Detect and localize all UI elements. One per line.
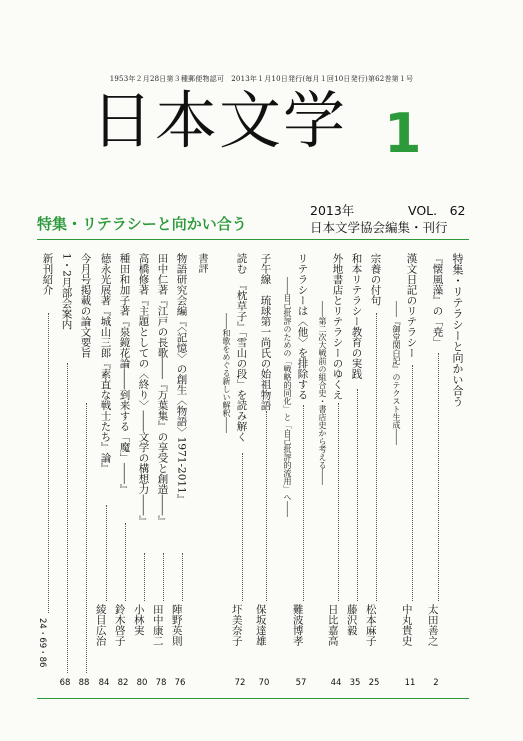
leader-dots bbox=[376, 313, 377, 601]
toc-title: 漢文日記のリテラシー bbox=[405, 253, 418, 358]
toc-heading: 特集・リテラシーと向かい合う bbox=[451, 253, 464, 407]
toc-title: 1・2月部会案内 bbox=[60, 253, 73, 330]
leader-dots bbox=[67, 363, 68, 673]
toc-title: 宗養の付句 bbox=[369, 253, 382, 306]
toc-page: 72 bbox=[234, 678, 246, 688]
toc-title: 新刊紹介 bbox=[41, 253, 54, 295]
toc-page: 70 bbox=[258, 678, 270, 688]
toc-author: 小林実 bbox=[132, 604, 145, 636]
toc-page: 78 bbox=[155, 678, 167, 688]
leader-dots bbox=[182, 553, 183, 601]
leader-dots bbox=[303, 405, 304, 601]
publisher: 日本文学協会編集・刊行 bbox=[310, 220, 448, 235]
toc-author: 太田善之 bbox=[426, 604, 439, 646]
toc-category: 書評 bbox=[196, 253, 207, 273]
toc-author: 日比嘉高 bbox=[326, 604, 339, 646]
toc-author: 難波博孝 bbox=[291, 604, 304, 646]
leader-dots bbox=[144, 553, 145, 601]
toc-page: 25 bbox=[368, 678, 380, 688]
toc-title: 高橋修著『主題としての〈終り〉――文学の構想力――』 bbox=[137, 253, 150, 526]
leader-dots bbox=[125, 523, 126, 601]
leader-dots bbox=[338, 403, 339, 601]
toc-page: 84 bbox=[98, 678, 110, 688]
toc-title: 和本リテラシー教育の実践 bbox=[350, 253, 363, 379]
toc-title: 種田和加子著『泉鏡花論――到来する「魔」――』 bbox=[118, 253, 131, 495]
toc-author: 中丸貴史 bbox=[400, 604, 413, 646]
toc-author: 綾目広治 bbox=[94, 604, 107, 646]
toc-page: 76 bbox=[174, 678, 186, 688]
issue-number: 1 bbox=[384, 102, 422, 165]
leader-dots bbox=[48, 313, 49, 613]
toc-author: 松本麻子 bbox=[364, 604, 377, 646]
toc-page: 24・69・86 bbox=[37, 618, 47, 668]
leader-dots bbox=[266, 411, 267, 601]
registration-line: 1953年２月28日第３種郵便物認可 2013年１月10日発行(毎月１回10日発行)第62巻第１号 bbox=[109, 75, 414, 83]
toc-author: 鈴木啓子 bbox=[113, 604, 126, 646]
toc-title: 物語研究会編『〈記憶〉の創生〈物語〉1971-2011』 bbox=[175, 253, 188, 505]
toc-author: 陣野英則 bbox=[170, 604, 183, 646]
toc-page: 57 bbox=[295, 678, 307, 688]
toc-page: 2 bbox=[433, 678, 439, 688]
issue-year: 2013年 bbox=[310, 203, 355, 218]
toc-subtitle: ――和歌をめぐる新しい解釈―― bbox=[222, 313, 231, 433]
toc-page: 80 bbox=[136, 678, 148, 688]
toc-subtitle: ――第二次大戦前の組合史・書店史から考える―― bbox=[318, 301, 327, 485]
leader-dots bbox=[438, 353, 439, 601]
leader-dots bbox=[412, 365, 413, 601]
toc-subtitle: ――『御堂関白記』のテクスト生成―― bbox=[392, 301, 401, 445]
toc-title: 子午線 琉球第一尚氏の始祖物語 bbox=[259, 253, 272, 411]
toc-page: 35 bbox=[349, 678, 361, 688]
toc-title: 徳永光展著『城山三郎『素直な戦士たち』論』 bbox=[99, 253, 112, 474]
toc-title: 『懐風藻』の「尭」 bbox=[431, 253, 444, 348]
toc-page: 11 bbox=[404, 678, 416, 688]
toc-page: 88 bbox=[78, 678, 90, 688]
toc-author: 藤沢毅 bbox=[345, 604, 358, 636]
toc-title: 今月号掲載の論文要旨 bbox=[79, 253, 92, 358]
toc-title: 田中仁著『江戸の長歌――『万葉集』の享受と創造――』 bbox=[156, 253, 169, 526]
feature-title: 特集・リテラシーと向かい合う bbox=[37, 215, 247, 233]
leader-dots bbox=[242, 453, 243, 601]
top-rule bbox=[37, 239, 469, 240]
leader-dots bbox=[106, 505, 107, 601]
toc-author: 保坂達雄 bbox=[254, 604, 267, 646]
magazine-title: 日本文学 bbox=[91, 84, 348, 157]
toc-title: リテラシーは〈他〉を排除する bbox=[296, 253, 309, 400]
leader-dots bbox=[86, 403, 87, 673]
leader-dots bbox=[163, 553, 164, 601]
toc-page: 82 bbox=[117, 678, 129, 688]
leader-dots bbox=[357, 389, 358, 601]
toc-subtitle: ――自己批評のための「戦略的同化」と「自己批評的流用」へ―― bbox=[283, 277, 292, 517]
issue-volume: VOL. 62 bbox=[408, 203, 466, 218]
toc-title: 読む 『枕草子』「雪山の段」を読み解く bbox=[235, 253, 248, 442]
toc-page: 68 bbox=[59, 678, 71, 688]
toc-title: 外地書店とリテラシーのゆくえ bbox=[331, 253, 344, 400]
toc-author: 田中康二 bbox=[151, 604, 164, 646]
toc-page: 44 bbox=[330, 678, 342, 688]
toc-author: 圷美奈子 bbox=[230, 604, 243, 646]
bottom-rule bbox=[37, 698, 469, 699]
